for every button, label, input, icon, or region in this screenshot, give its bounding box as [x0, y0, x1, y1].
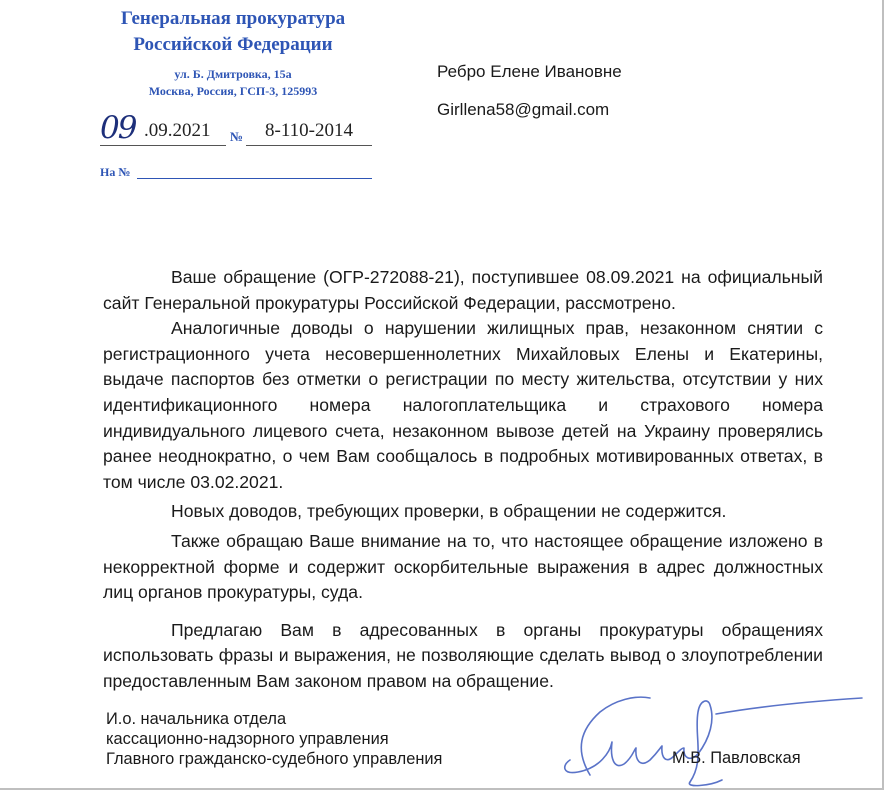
registration-number: 8-110-2014	[265, 120, 353, 141]
signatory-title-line1: И.о. начальника отдела	[106, 710, 287, 728]
number-label: №	[230, 129, 244, 144]
reference-row	[100, 165, 375, 185]
reference-label: На №	[100, 165, 131, 179]
signatory-title	[106, 709, 442, 769]
org-name-line1: Генеральная прокуратура	[120, 8, 346, 29]
recipient-name: Ребро Елене Ивановне	[437, 62, 622, 81]
signer-name: М.В. Павловская	[672, 749, 801, 767]
address-line1: ул. Б. Дмитровка, 15а	[174, 67, 292, 81]
address-line2: Москва, Россия, ГСП-3, 125993	[148, 84, 318, 98]
letter-body	[103, 265, 823, 695]
body-paragraph: Предлагаю Вам в адресованных в органы прокуратуры обращениях использовать фразы и выражения, не позволяющие сделать вывод о злоупотреблении предоставленным Вам законом правом на обращение.	[103, 619, 823, 691]
org-name-line2: Российской Федерации	[133, 34, 333, 55]
body-paragraph: Ваше обращение (ОГР-272088-21), поступившее 08.09.2021 на официальный сайт Генеральной прокуратуры Российской Федерации, рассмотрено.	[103, 267, 823, 313]
signatory-title-line3: Главного гражданско-судебного управления	[106, 750, 443, 768]
letterhead-org-name	[98, 6, 368, 58]
reference-underline	[137, 178, 372, 179]
body-paragraph: Новых доводов, требующих проверки, в обращении не содержится.	[171, 501, 727, 522]
signatory-title-line2: кассационно-надзорного управления	[106, 730, 389, 748]
date-number-row	[100, 112, 375, 148]
handwritten-day: 09	[100, 110, 136, 146]
number-underline	[246, 145, 372, 146]
date-month-year: .09.2021	[144, 120, 211, 141]
body-paragraph: Также обращаю Ваше внимание на то, что настоящее обращение изложено в некорректной форме и содержит оскорбительные выражения в адрес должностных лиц органов прокуратуры, суда.	[103, 530, 823, 603]
date-underline	[100, 145, 226, 146]
handwritten-signature	[540, 690, 880, 790]
letterhead-address	[98, 66, 368, 100]
body-paragraph: Аналогичные доводы о нарушении жилищных прав, незаконном снятии с регистрационного учета несовершеннолетних Михайловых Елены и Екатерины, выдаче паспортов без отметки о регистрации по месту жительства, отсутствии у них идентификационного номера налогоплательщика и страхового номера индивидуального лицевого счета, незаконном вывозе детей на Украину проверялись ранее неоднократно, о чем Вам сообщалось в подробных мотивированных ответах, в том числе 03.02.2021.	[103, 318, 823, 492]
recipient-email: Girllena58@gmail.com	[437, 100, 610, 119]
